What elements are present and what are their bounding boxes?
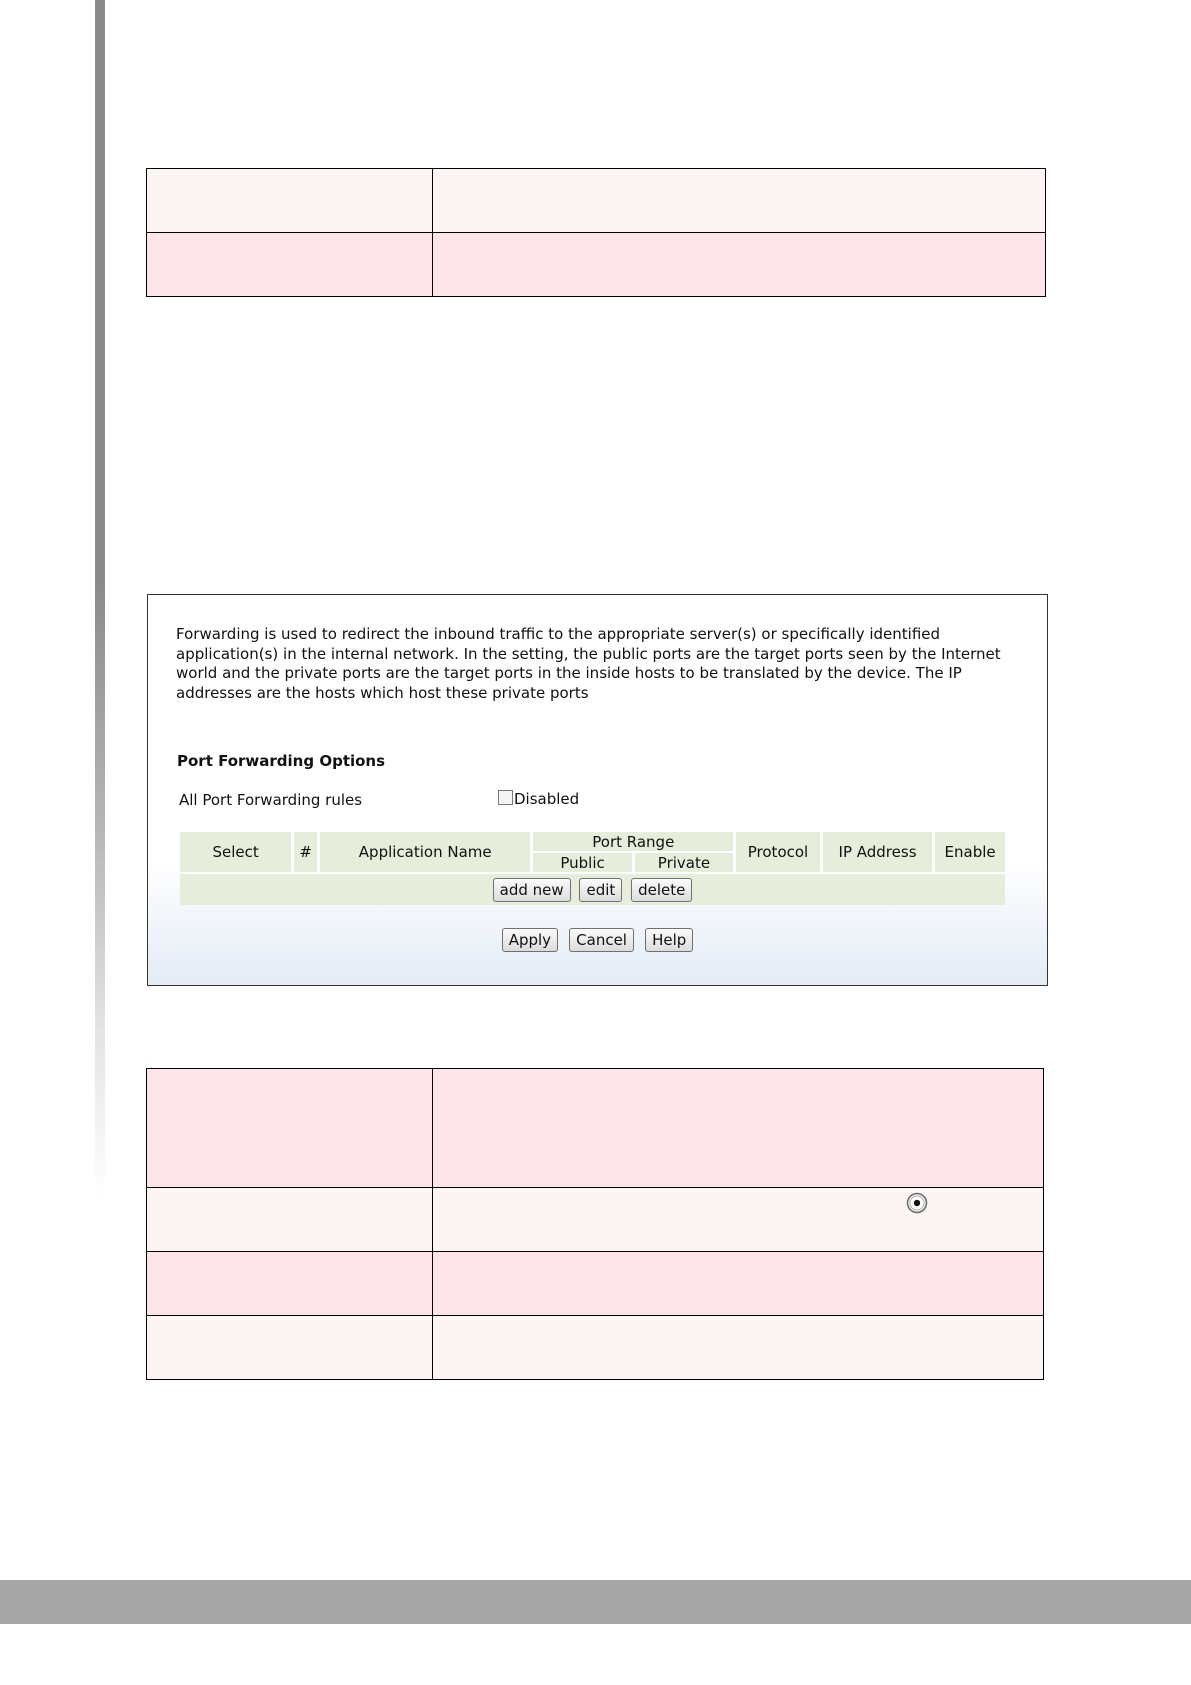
help-button[interactable]: Help — [645, 928, 693, 952]
add-new-button[interactable]: add new — [493, 878, 571, 902]
port-forwarding-options-title: Port Forwarding Options — [177, 752, 386, 770]
delete-button[interactable]: delete — [631, 878, 692, 902]
disabled-checkbox-wrap[interactable] — [498, 790, 579, 808]
cancel-button[interactable]: Cancel — [569, 928, 634, 952]
table-row — [147, 1069, 1044, 1188]
table-header-row — [180, 832, 1005, 851]
table-cell — [433, 1316, 1044, 1380]
col-app-name: Application Name — [320, 832, 530, 872]
table-cell — [147, 169, 433, 233]
table-cell — [433, 1252, 1044, 1316]
table-cell — [147, 1252, 433, 1316]
col-private: Private — [635, 853, 733, 872]
port-forwarding-table — [177, 830, 1008, 907]
col-ip-address: IP Address — [823, 832, 932, 872]
port-forwarding-screenshot — [147, 594, 1048, 986]
table-row — [147, 1252, 1044, 1316]
edit-button[interactable]: edit — [579, 878, 622, 902]
table-row — [147, 233, 1046, 297]
table-cell — [147, 1316, 433, 1380]
disabled-checkbox[interactable] — [498, 790, 513, 805]
action-row — [180, 874, 1005, 905]
col-select: Select — [180, 832, 291, 872]
radio-button-selected-icon[interactable] — [906, 1192, 928, 1214]
table-cell — [433, 1188, 1044, 1252]
disabled-label: Disabled — [514, 790, 580, 808]
col-protocol: Protocol — [736, 832, 820, 872]
table-cell — [433, 1069, 1044, 1188]
page-side-bar — [95, 0, 105, 1290]
info-table-top — [146, 168, 1046, 297]
port-forwarding-description: Forwarding is used to redirect the inbound traffic to the appropriate server(s) or specifically identified application(s) in the internal network. In the setting, the public ports are the target ports seen by the Internet world and the private ports are the target ports in the inside hosts to be translated by the device. The IP addresses are the hosts which host these private ports — [176, 625, 1001, 702]
table-row — [147, 1316, 1044, 1380]
apply-button[interactable]: Apply — [502, 928, 558, 952]
table-cell — [147, 1069, 433, 1188]
footer-bar — [0, 1580, 1191, 1624]
col-number: # — [294, 832, 317, 872]
col-enable: Enable — [935, 832, 1005, 872]
table-cell — [147, 1188, 433, 1252]
table-cell — [147, 233, 433, 297]
info-table-bottom — [146, 1068, 1044, 1380]
form-buttons — [148, 928, 1047, 952]
col-port-range: Port Range — [533, 832, 733, 851]
table-cell — [433, 233, 1046, 297]
table-row — [147, 169, 1046, 233]
action-cell — [180, 874, 1005, 905]
table-cell — [433, 169, 1046, 233]
all-rules-label: All Port Forwarding rules — [179, 791, 363, 809]
col-public: Public — [533, 853, 631, 872]
